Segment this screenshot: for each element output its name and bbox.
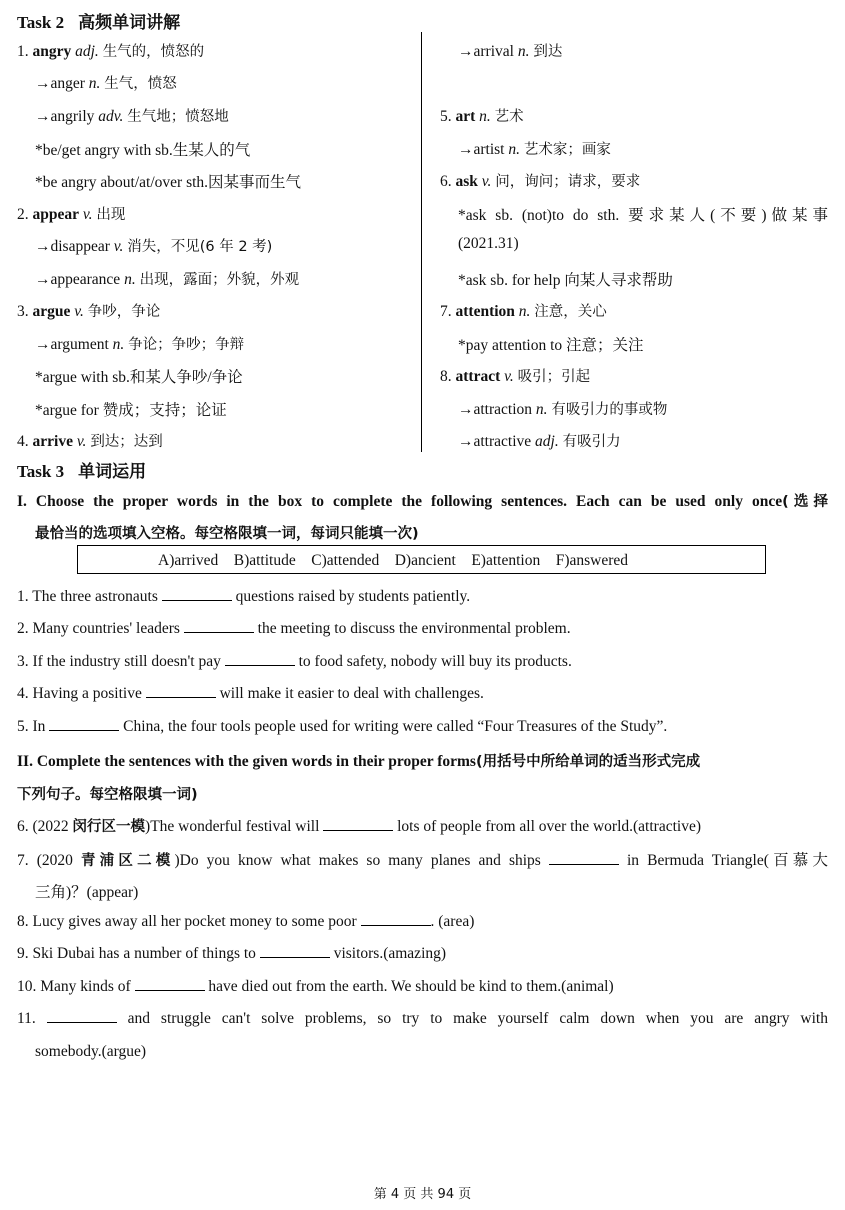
- question-item: 11. and struggle can't solve problems, so try to make yourself calm down when you are angry with: [17, 1010, 828, 1027]
- vocab-line: 3. argue v. 争吵，争论: [17, 303, 161, 320]
- answer-blank[interactable]: [225, 653, 295, 666]
- part2-instruction-cont: 下列句子。每空格限填一词): [17, 787, 198, 803]
- answer-blank[interactable]: [323, 818, 393, 831]
- column-divider: [421, 32, 422, 452]
- vocab-line: →attraction n. 有吸引力的事或物: [458, 401, 668, 418]
- question-item: 1. The three astronauts questions raised by students patiently.: [17, 588, 471, 605]
- vocab-line: →argument n. 争论；争吵；争辩: [35, 336, 245, 353]
- part1-instruction-cont: 最恰当的选项填入空格。每空格限填一词，每词只能填一次): [35, 526, 419, 542]
- vocab-line: 6. ask v. 问，询问；请求，要求: [440, 173, 641, 190]
- answer-blank[interactable]: [49, 718, 119, 731]
- question-item: 6. (2022 闵行区一模)The wonderful festival will lots of people from all over the world.(attractive): [17, 818, 701, 835]
- vocab-phrase: *pay attention to 注意；关注: [458, 337, 644, 354]
- vocab-phrase: *argue for 赞成；支持；论证: [35, 402, 227, 419]
- vocab-line: →anger n. 生气，愤怒: [35, 75, 177, 92]
- vocab-phrase: (2021.31): [458, 235, 519, 252]
- question-item-cont: somebody.(argue): [35, 1043, 147, 1060]
- answer-blank[interactable]: [146, 685, 216, 698]
- task3-label: Task 3: [17, 462, 65, 481]
- question-item: 4. Having a positive will make it easier to deal with challenges.: [17, 685, 484, 702]
- vocab-line: 8. attract v. 吸引；引起: [440, 368, 591, 385]
- answer-blank[interactable]: [135, 978, 205, 991]
- page-footer: 第 4 页 共 94 页: [373, 1187, 472, 1202]
- vocab-phrase: *argue with sb.和某人争吵/争论: [35, 369, 243, 386]
- answer-blank[interactable]: [549, 852, 619, 865]
- vocab-line: 7. attention n. 注意，关心: [440, 303, 607, 320]
- vocab-line: →artist n. 艺术家；画家: [458, 141, 611, 158]
- vocab-line: 1. angry adj. 生气的，愤怒的: [17, 43, 205, 60]
- task2-heading: [17, 8, 180, 33]
- answer-blank[interactable]: [361, 913, 431, 926]
- vocab-phrase: *ask sb. (not)to do sth. 要求某人(不要)做某事: [458, 207, 828, 224]
- question-item: 9. Ski Dubai has a number of things to visitors.(amazing): [17, 945, 447, 962]
- options-text: A)arrived B)attitude C)attended D)ancient E)attention F)answered: [158, 552, 629, 569]
- vocab-line: →disappear v. 消失，不见(6 年 2 考): [35, 238, 273, 255]
- vocab-line: 5. art n. 艺术: [440, 108, 524, 125]
- answer-blank[interactable]: [184, 620, 254, 633]
- vocab-line: 4. arrive v. 到达；达到: [17, 433, 163, 450]
- part2-instruction: II. Complete the sentences with the given words in their proper forms(用括号中所给单词的适当形式完成: [17, 753, 701, 770]
- vocab-phrase: *be/get angry with sb.生某人的气: [35, 142, 251, 159]
- part1-instruction: I. Choose the proper words in the box to complete the following sentences. Each can be used only once(选择: [17, 493, 828, 510]
- answer-blank[interactable]: [162, 588, 232, 601]
- question-item-cont: 三角)？(appear): [35, 884, 139, 901]
- vocab-line: →attractive adj. 有吸引力: [458, 433, 621, 450]
- vocab-line: →arrival n. 到达: [458, 43, 563, 60]
- options-box: [77, 545, 766, 574]
- vocab-line: →appearance n. 出现，露面；外貌，外观: [35, 271, 300, 288]
- vocab-line: 2. appear v. 出现: [17, 206, 126, 223]
- vocab-phrase: *ask sb. for help 向某人寻求帮助: [458, 272, 673, 289]
- task3-title: 单词运用: [78, 462, 147, 482]
- vocab-line: →angrily adv. 生气地；愤怒地: [35, 108, 229, 125]
- question-item: 5. In China, the four tools people used for writing were called “Four Treasures of the Study”.: [17, 718, 668, 735]
- question-item: 7. (2020 青浦区二模)Do you know what makes so many planes and ships in Bermuda Triangle(百慕大: [17, 852, 829, 869]
- answer-blank[interactable]: [260, 945, 330, 958]
- vocab-phrase: *be angry about/at/over sth.因某事而生气: [35, 174, 302, 191]
- question-item: 3. If the industry still doesn't pay to food safety, nobody will buy its products.: [17, 653, 572, 670]
- answer-blank[interactable]: [47, 1010, 117, 1023]
- question-item: 10. Many kinds of have died out from the earth. We should be kind to them.(animal): [17, 978, 614, 995]
- question-item: 8. Lucy gives away all her pocket money to some poor . (area): [17, 913, 475, 930]
- task2-label: Task 2: [17, 13, 65, 32]
- task3-heading: [17, 457, 146, 482]
- question-item: 2. Many countries' leaders the meeting to discuss the environmental problem.: [17, 620, 571, 637]
- task2-title: 高频单词讲解: [78, 13, 181, 33]
